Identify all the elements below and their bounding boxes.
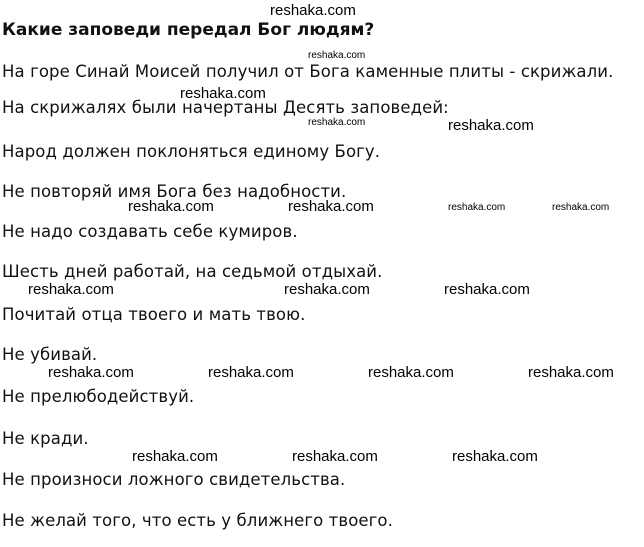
text-line-7: Почитай отца твоего и мать твою. (2, 305, 306, 324)
watermark: reshaka.com (128, 198, 214, 215)
text-line-6: Шесть дней работай, на седьмой отдыхай. (2, 262, 383, 281)
watermark: reshaka.com (552, 202, 610, 213)
watermark: reshaka.com (132, 448, 218, 465)
watermark: reshaka.com (208, 364, 294, 381)
watermark: reshaka.com (288, 198, 374, 215)
watermark: reshaka.com (308, 117, 366, 128)
watermark: reshaka.com (270, 2, 356, 19)
text-line-8: Не убивай. (2, 345, 98, 364)
text-line-9: Не прелюбодействуй. (2, 387, 195, 406)
watermark: reshaka.com (368, 364, 454, 381)
watermark: reshaka.com (180, 85, 266, 102)
watermark: reshaka.com (48, 364, 134, 381)
watermark: reshaka.com (528, 364, 614, 381)
text-line-2: На скрижалях были начертаны Десять заповедей: (2, 98, 449, 117)
watermark: reshaka.com (292, 448, 378, 465)
watermark: reshaka.com (284, 281, 370, 298)
text-line-11: Не произноси ложного свидетельства. (2, 470, 346, 489)
watermark: reshaka.com (452, 448, 538, 465)
text-line-10: Не кради. (2, 429, 89, 448)
watermark: reshaka.com (448, 117, 534, 134)
text-line-4: Не повторяй имя Бога без надобности. (2, 182, 347, 201)
text-line-1: На горе Синай Моисей получил от Бога каменные плиты - скрижали. (2, 62, 614, 81)
watermark: reshaka.com (444, 281, 530, 298)
watermark: reshaka.com (448, 202, 506, 213)
watermark: reshaka.com (28, 281, 114, 298)
text-line-3: Народ должен поклоняться единому Богу. (2, 142, 381, 161)
text-line-12: Не желай того, что есть у ближнего твоего. (2, 511, 393, 530)
text-line-5: Не надо создавать себе кумиров. (2, 222, 298, 241)
watermark: reshaka.com (308, 50, 366, 61)
question-title: Какие заповеди передал Бог людям? (2, 20, 375, 40)
